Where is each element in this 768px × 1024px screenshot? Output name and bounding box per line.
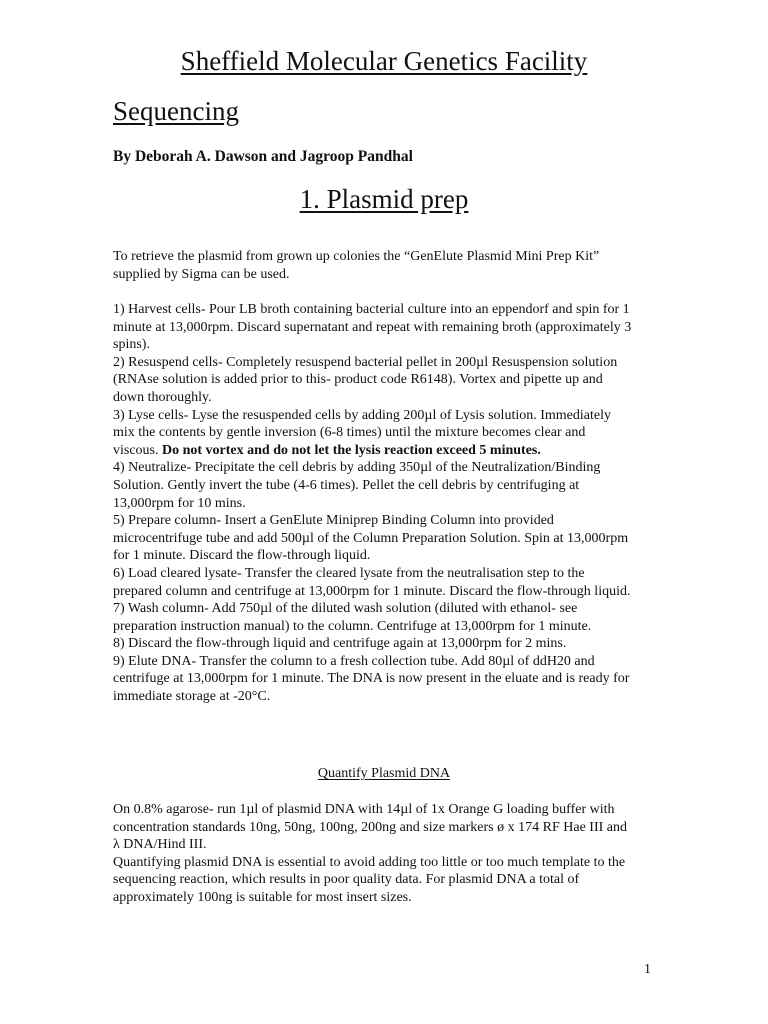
protocol-step [113, 635, 633, 653]
protocol-step [113, 600, 633, 635]
protocol-step [113, 301, 633, 354]
step-text: 6) Load cleared lysate- Transfer the cleared lysate from the neutralisation step to the prepared column and centrifuge at 13,000rpm for 1 minute. Discard the flow-through liquid. [113, 565, 631, 599]
step-text: 4) Neutralize- Precipitate the cell debris by adding 350µl of the Neutralization/Binding Solution. Gently invert the tube (4-6 times). Pellet the cell debris by centrifuging at 13,000rpm for 10 mins. [113, 460, 601, 511]
step-text: 7) Wash column- Add 750µl of the diluted wash solution (diluted with ethanol- see preparation instruction manual) to the column. Centrifuge at 13,000rpm for 1 minute. [113, 601, 592, 634]
step-text: 1) Harvest cells- Pour LB broth containing bacterial culture into an eppendorf and spin for 1 minute at 13,000rpm. Discard supernatant and repeat with remaining broth (approximately 3 spins). [113, 302, 632, 353]
protocol-step [113, 653, 633, 706]
quantify-section [113, 801, 633, 907]
protocol-steps [113, 301, 633, 706]
quantify-heading: Quantify Plasmid DNA [317, 766, 451, 781]
quantify-paragraph: Quantifying plasmid DNA is essential to avoid adding too little or too much template to the sequencing reaction, which results in poor quality data. For plasmid DNA a total of approximately 100ng is suitable for most insert sizes. [113, 854, 626, 905]
step-text: 3) Lyse cells- Lyse the resuspended cells by adding 200µl of Lysis solution. Immediately mix the contents by gentle inversion (6-8 times) until the mixture becomes clear and viscous. [113, 407, 611, 458]
protocol-step [113, 459, 633, 512]
step-text: 9) Elute DNA- Transfer the column to a fresh collection tube. Add 80µl of ddH20 and centrifuge at 13,000rpm for 1 minute. The DNA is now present in the eluate and is ready for immediate storage at -20°C. [113, 653, 630, 705]
document-title: Sheffield Molecular Genetics Facility [180, 46, 588, 76]
intro-paragraph: To retrieve the plasmid from grown up colonies the “GenElute Plasmid Mini Prep Kit” supplied by Sigma can be used. [113, 249, 600, 282]
protocol-step [113, 407, 633, 460]
step-warning: Do not vortex and do not let the lysis reaction exceed 5 minutes. [162, 442, 541, 458]
protocol-step [113, 512, 633, 565]
protocol-step [113, 354, 633, 407]
step-text: 5) Prepare column- Insert a GenElute Miniprep Binding Column into provided microcentrifuge tube and add 500µl of the Column Preparation Solution. Spin at 13,000rpm for 1 minute. Discard the flow-through liquid. [113, 513, 629, 564]
subsection-heading: 1. Plasmid prep [299, 184, 469, 214]
page-number: 1 [644, 962, 651, 977]
quantify-paragraph: On 0.8% agarose- run 1µl of plasmid DNA with 14µl of 1x Orange G loading buffer with concentration standards 10ng, 50ng, 100ng, 200ng and size markers ø x 174 RF Hae III and λ DNA/Hind III. [113, 802, 627, 853]
section-heading: Sequencing [113, 96, 239, 126]
protocol-step [113, 565, 633, 600]
step-text: 2) Resuspend cells- Completely resuspend bacterial pellet in 200µl Resuspension solution (RNAse solution is added prior to this- product code R6148). Vortex and pipette up and down thoroughly. [113, 354, 618, 405]
authors-line: By Deborah A. Dawson and Jagroop Pandhal [113, 148, 413, 165]
step-text: 8) Discard the flow-through liquid and centrifuge again at 13,000rpm for 2 mins. [113, 636, 567, 652]
